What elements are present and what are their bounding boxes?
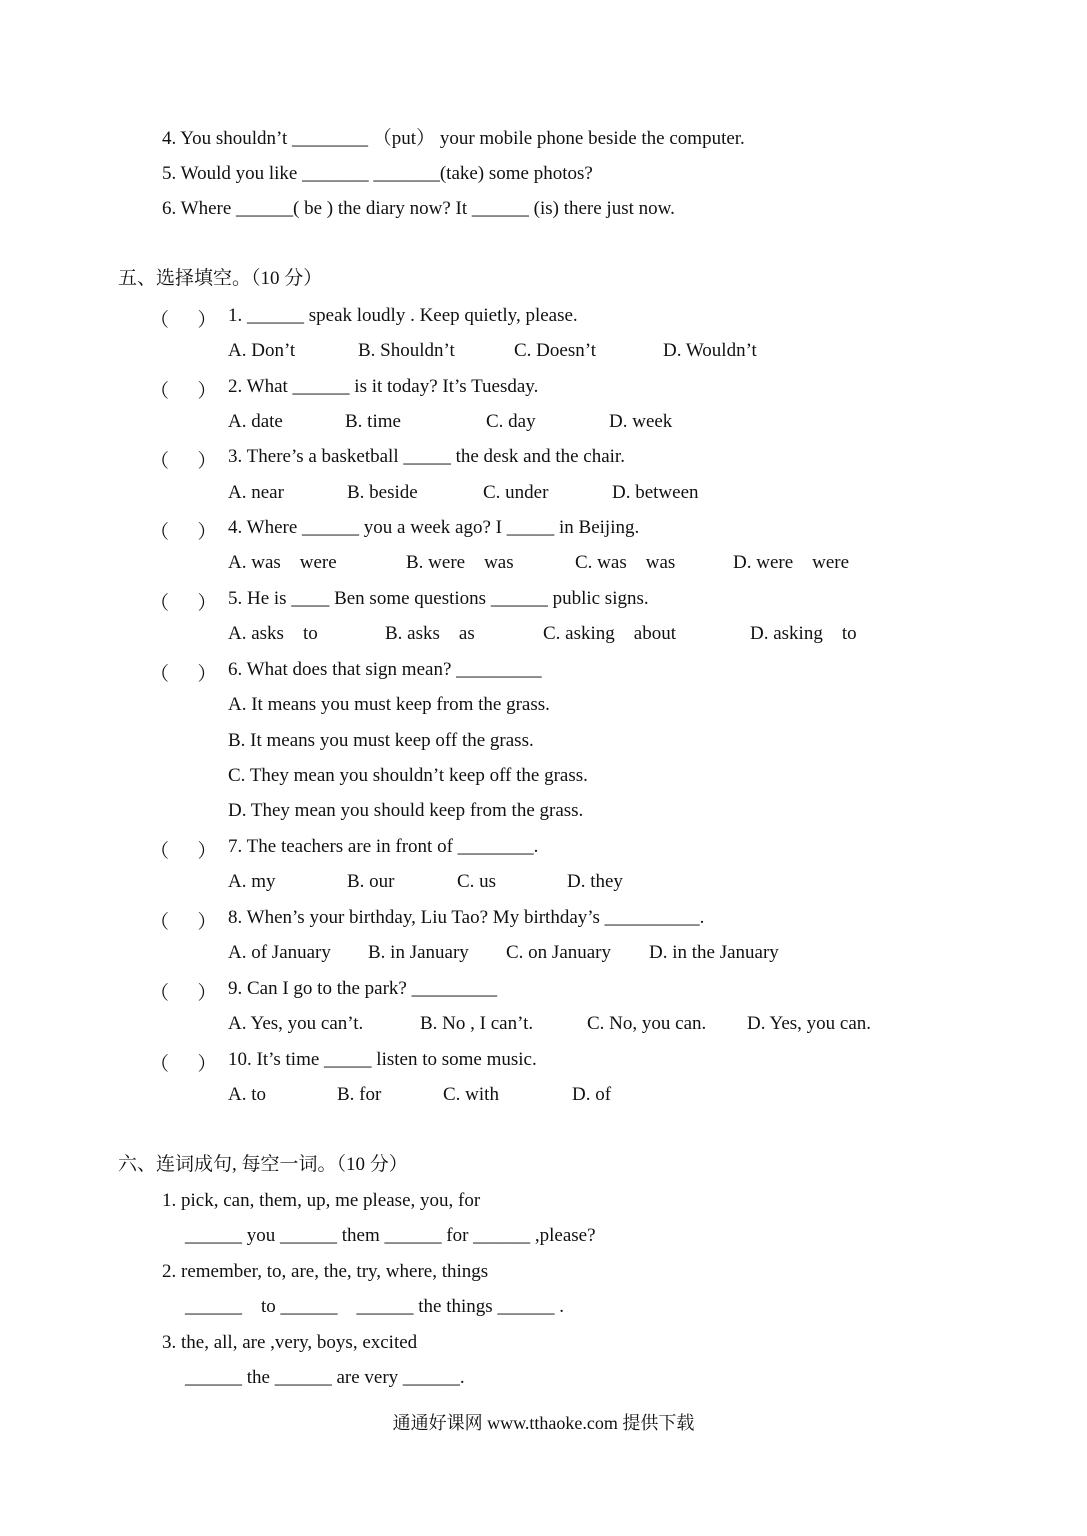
- option: A. asks to: [228, 623, 318, 644]
- option: A. It means you must keep from the grass.: [228, 694, 550, 715]
- option: D. between: [612, 482, 699, 503]
- option: D. were were: [733, 552, 850, 573]
- answer-bracket: （ ）: [150, 841, 217, 862]
- option: D. they: [567, 871, 623, 892]
- option: B. in January: [368, 942, 469, 963]
- answer-bracket: （ ）: [150, 310, 217, 331]
- answer-line: ______ to ______ ______ the things ______ .: [185, 1296, 564, 1317]
- option: C. under: [483, 482, 549, 503]
- option: D. in the January: [649, 942, 779, 963]
- option: A. date: [228, 411, 283, 432]
- option: B. for: [337, 1084, 382, 1105]
- answer-bracket: （ ）: [150, 912, 217, 933]
- option: C. on January: [506, 942, 612, 963]
- option: D. asking to: [750, 623, 857, 644]
- option: D. Wouldn’t: [663, 340, 757, 361]
- option: C. They mean you shouldn’t keep off the grass.: [228, 765, 588, 786]
- option: D. week: [609, 411, 673, 432]
- answer-bracket: （ ）: [150, 1054, 217, 1075]
- option: B. time: [345, 411, 401, 432]
- answer-bracket: （ ）: [150, 522, 217, 543]
- option: A. my: [228, 871, 276, 892]
- option: B. were was: [406, 552, 514, 573]
- option: B. our: [347, 871, 395, 892]
- word-list: 3. the, all, are ,very, boys, excited: [162, 1332, 418, 1353]
- option: A. Don’t: [228, 340, 296, 361]
- option: A. was were: [228, 552, 337, 573]
- option: A. near: [228, 482, 284, 503]
- option: D. They mean you should keep from the grass.: [228, 800, 584, 821]
- question-text: 4. Where ______ you a week ago? I _____ in Beijing.: [228, 517, 640, 538]
- page-footer: 通通好课网 www.tthaoke.com 提供下载: [392, 1413, 695, 1433]
- exercise-item: 6. Where ______( be ) the diary now? It ______ (is) there just now.: [162, 198, 675, 219]
- option: A. of January: [228, 942, 331, 963]
- option: C. No, you can.: [587, 1013, 707, 1034]
- exercise-item: 5. Would you like _______ _______(take) some photos?: [162, 163, 593, 184]
- option: B. beside: [347, 482, 418, 503]
- option: B. asks as: [385, 623, 475, 644]
- answer-line: ______ the ______ are very ______.: [185, 1367, 465, 1388]
- question-text: 2. What ______ is it today? It’s Tuesday.: [228, 376, 539, 397]
- question-text: 1. ______ speak loudly . Keep quietly, please.: [228, 305, 578, 326]
- option: C. us: [457, 871, 497, 892]
- answer-bracket: （ ）: [150, 451, 217, 472]
- option: A. to: [228, 1084, 266, 1105]
- option: B. It means you must keep off the grass.: [228, 730, 534, 751]
- question-text: 6. What does that sign mean? _________: [228, 659, 542, 680]
- answer-line: ______ you ______ them ______ for ______ ,please?: [185, 1225, 596, 1246]
- question-text: 5. He is ____ Ben some questions ______ public signs.: [228, 588, 649, 609]
- question-text: 3. There’s a basketball _____ the desk and the chair.: [228, 446, 625, 467]
- option: C. day: [486, 411, 536, 432]
- question-text: 9. Can I go to the park? _________: [228, 978, 498, 999]
- option: D. Yes, you can.: [747, 1013, 872, 1034]
- word-list: 2. remember, to, are, the, try, where, things: [162, 1261, 489, 1282]
- answer-bracket: （ ）: [150, 983, 217, 1004]
- option: B. Shouldn’t: [358, 340, 455, 361]
- answer-bracket: （ ）: [150, 664, 217, 685]
- question-text: 8. When’s your birthday, Liu Tao? My birthday’s __________.: [228, 907, 705, 928]
- option: C. was was: [575, 552, 676, 573]
- option: A. Yes, you can’t.: [228, 1013, 364, 1034]
- option: C. Doesn’t: [514, 340, 596, 361]
- option: D. of: [572, 1084, 612, 1105]
- word-list: 1. pick, can, them, up, me please, you, for: [162, 1190, 481, 1211]
- answer-bracket: （ ）: [150, 381, 217, 402]
- section-title: 五、选择填空。（10 分）: [118, 268, 323, 289]
- option: B. No , I can’t.: [420, 1013, 534, 1034]
- section-title: 六、连词成句, 每空一词。（10 分）: [118, 1154, 408, 1175]
- question-text: 10. It’s time _____ listen to some music.: [228, 1049, 537, 1070]
- option: C. asking about: [543, 623, 676, 644]
- option: C. with: [443, 1084, 499, 1105]
- answer-bracket: （ ）: [150, 593, 217, 614]
- exercise-item: 4. You shouldn’t ________ （put） your mobile phone beside the computer.: [162, 128, 745, 149]
- question-text: 7. The teachers are in front of ________.: [228, 836, 539, 857]
